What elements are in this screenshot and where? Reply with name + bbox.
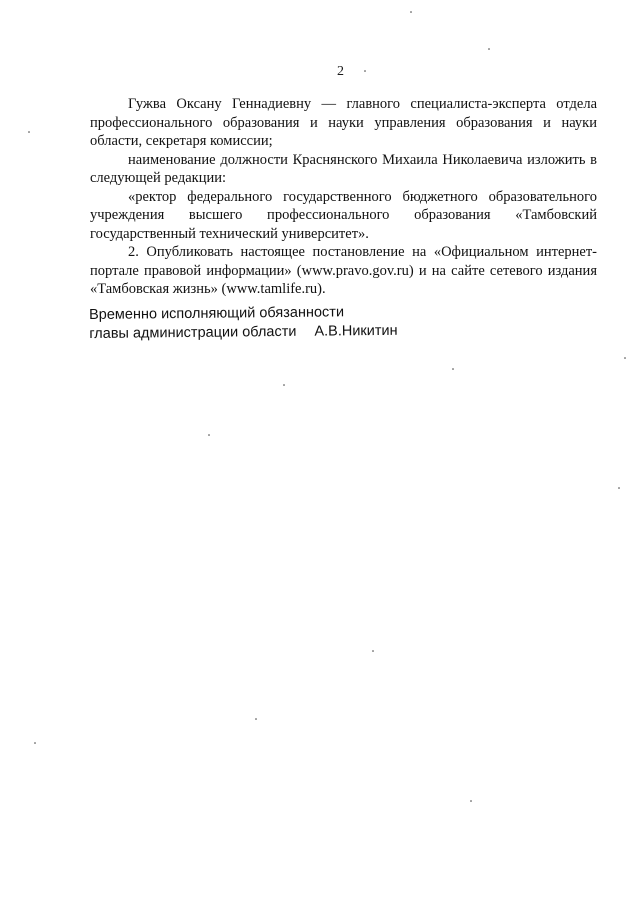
signature-line-1: Временно исполняющий обязанности xyxy=(89,304,345,323)
scan-speck xyxy=(283,384,285,386)
scan-speck xyxy=(410,11,412,13)
scan-speck xyxy=(452,368,454,370)
scan-speck xyxy=(208,434,210,436)
scan-speck xyxy=(364,70,366,72)
paragraph-publish: 2. Опубликовать настоящее постановление на «Официальном интернет-портале правовой информации» (www.pravo.gov.ru) и на сайте сетевого издания «Тамбовская жизнь» (www.tamlife.ru). xyxy=(90,244,597,297)
scan-speck xyxy=(624,357,626,359)
paragraph-rector: «ректор федерального государственного бюджетного образовательного учреждения высшего профессионального образования «Тамбовский государственный технический университет». xyxy=(90,188,597,242)
scan-speck xyxy=(372,650,374,652)
signature-line-2 xyxy=(89,322,409,344)
document-body xyxy=(90,95,597,299)
paragraph-secretary: Гужва Оксану Геннадиевну — главного специалиста-эксперта отдела профессионального образования и науки управления образования и науки области, секретаря комиссии; xyxy=(90,96,597,149)
scan-speck xyxy=(34,742,36,744)
page-number: 2 xyxy=(337,64,344,79)
signature-block xyxy=(89,303,409,344)
scan-speck xyxy=(28,131,30,133)
signature-name: А.В.Никитин xyxy=(314,322,398,340)
scan-speck xyxy=(470,800,472,802)
paragraph-position-name: наименование должности Краснянского Михаила Николаевича изложить в следующей редакции: xyxy=(90,151,597,186)
scan-speck xyxy=(618,487,620,489)
signature-title: главы администрации области xyxy=(89,323,297,342)
scan-speck xyxy=(488,48,490,50)
scan-speck xyxy=(255,718,257,720)
